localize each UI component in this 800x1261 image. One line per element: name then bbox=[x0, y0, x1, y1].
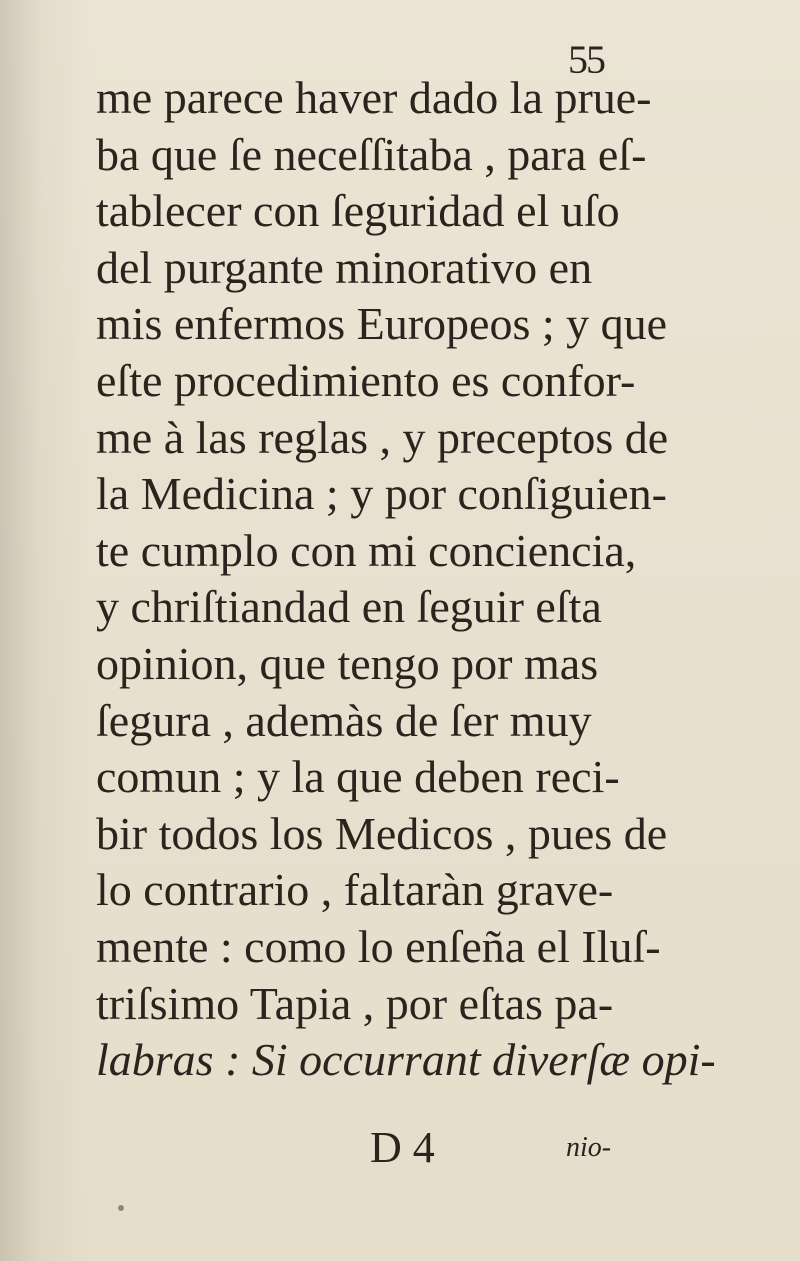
text-line: mente : como lo enſeña el Iluſ- bbox=[96, 920, 661, 972]
text-line: lo contrario , faltaràn grave- bbox=[96, 864, 614, 916]
text-line: y chriſtiandad en ſeguir eſta bbox=[96, 581, 602, 633]
text-body bbox=[96, 70, 776, 1089]
text-line: del purgante minorativo en bbox=[96, 241, 593, 293]
ink-spot bbox=[118, 1205, 124, 1211]
text-line: mis enfermos Europeos ; y que bbox=[96, 298, 668, 350]
text-line: comun ; y la que deben reci- bbox=[96, 751, 620, 803]
text-line: me parece haver dado la prue- bbox=[96, 72, 652, 123]
text-line: te cumplo con mi conciencia, bbox=[96, 524, 637, 576]
text-line: ba que ſe neceſſitaba , para eſ- bbox=[96, 128, 647, 180]
signature-mark: D 4 bbox=[370, 1123, 435, 1172]
text-line: me à las reglas , y preceptos de bbox=[96, 411, 669, 463]
page-footer bbox=[370, 1122, 670, 1172]
text-line: labras : Si occurrant diverſæ opi- bbox=[96, 1034, 716, 1086]
text-line: tablecer con ſeguridad el uſo bbox=[96, 185, 620, 237]
page-number: 55 bbox=[568, 37, 604, 82]
text-line: eſte procedimiento es confor- bbox=[96, 354, 636, 406]
text-line: opinion, que tengo por mas bbox=[96, 637, 599, 689]
text-line: bir todos los Medicos , pues de bbox=[96, 807, 668, 859]
text-line: la Medicina ; y por conſiguien- bbox=[96, 468, 668, 520]
catchword: nio- bbox=[566, 1132, 612, 1163]
text-line: triſsimo Tapia , por eſtas pa- bbox=[96, 977, 614, 1029]
text-line: ſegura , ademàs de ſer muy bbox=[96, 694, 592, 746]
